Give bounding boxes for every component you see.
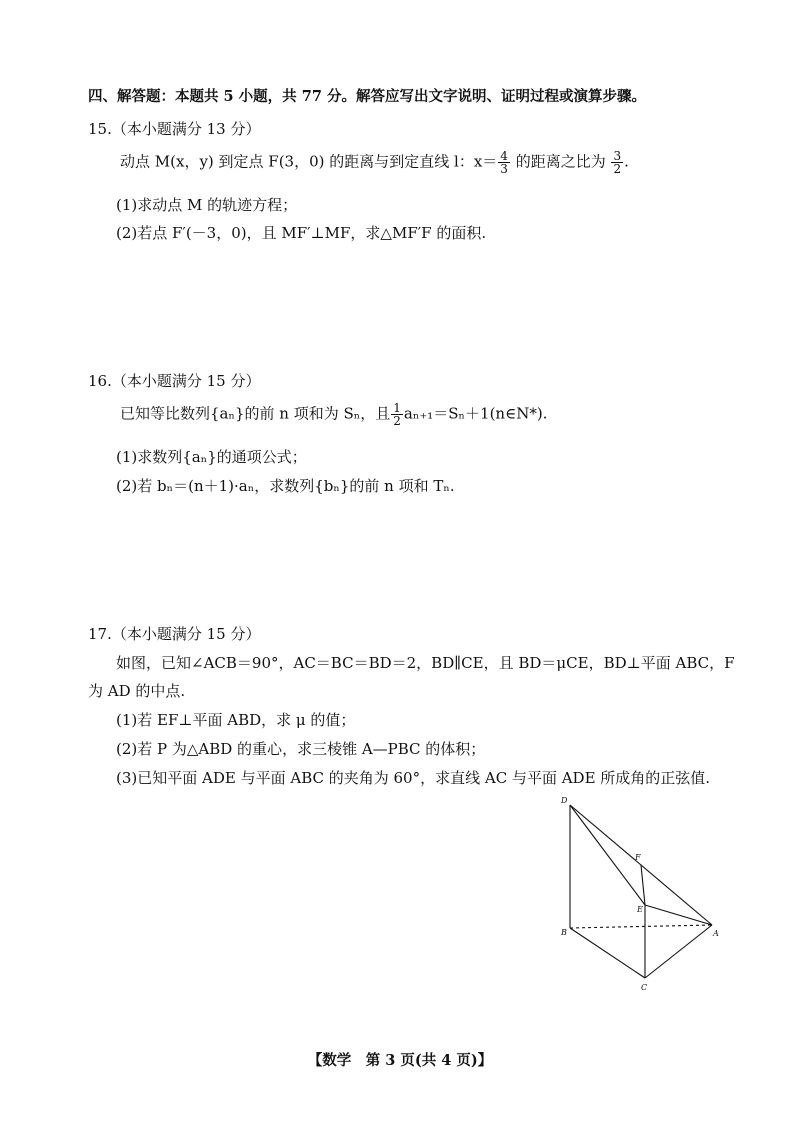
q16-stem [120,402,547,427]
vertex-label-f: F [635,853,641,862]
page-footer: 【数学 第 3 页(共 4 页)】 [307,1052,493,1069]
vertex-label-a: A [713,929,719,938]
edge-bc [570,928,645,978]
vertex-label-c: C [641,983,648,992]
geometry-figure [555,790,730,995]
q15-fraction-3-2 [611,150,623,175]
frac-numerator: 1 [393,401,401,415]
q16-part2: (2)若 bₙ＝(n＋1)·aₙ，求数列{bₙ}的前 n 项和 Tₙ. [116,477,455,495]
q15-fraction-4-3 [498,150,510,175]
q17-stem-line1: 如图，已知∠ACB＝90°，AC＝BC＝BD＝2，BD∥CE，且 BD＝μCE，BD⊥平面 ABC，F [116,654,735,672]
section-heading: 四、解答题：本题共 5 小题，共 77 分。解答应写出文字说明、证明过程或演算步骤。 [88,88,646,105]
q15-stem-a: 动点 M(x，y) 到定点 F(3，0) 的距离与到定直线 l：x＝ [120,152,498,171]
q15-part2: (2)若点 F′(－3，0)，且 MF′⊥MF，求△MF′F 的面积. [116,224,487,242]
q16-fraction-1-2 [391,402,403,427]
q15-stem-b: 的距离之比为 [510,152,611,171]
q17-stem-line2: 为 AD 的中点. [88,682,186,700]
q17-part3: (3)已知平面 ADE 与平面 ABC 的夹角为 60°，求直线 AC 与平面 ADE 所成角的正弦值. [116,769,711,787]
vertex-label-e: E [637,905,643,914]
edge-de [570,805,645,905]
frac-denominator: 2 [393,414,401,428]
edge-ca [645,925,712,978]
q16-part1: (1)求数列{aₙ}的通项公式； [116,448,307,466]
q17-part1: (1)若 EF⊥平面 ABD，求 μ 的值； [116,711,356,729]
frac-denominator: 3 [500,162,508,176]
edge-ea [645,905,712,925]
q15-part1: (1)求动点 M 的轨迹方程； [116,196,298,214]
vertex-label-b: B [561,928,567,937]
q15-stem-c: . [624,152,629,171]
edge-ba-hidden [570,925,712,928]
frac-denominator: 2 [613,162,622,176]
vertex-label-d: D [561,796,568,805]
frac-numerator: 4 [500,149,508,163]
segment-ef [641,865,645,905]
frac-numerator: 3 [613,149,622,163]
q16-stem-a: 已知等比数列{aₙ}的前 n 项和为 Sₙ，且 [120,404,391,423]
q17-number: 17.（本小题满分 15 分） [88,625,261,643]
q16-stem-b: aₙ₊₁＝Sₙ＋1(n∈N*). [403,404,548,423]
q17-part2: (2)若 P 为△ABD 的重心，求三棱锥 A—PBC 的体积； [116,740,486,758]
q16-number: 16.（本小题满分 15 分） [88,372,261,390]
q15-number: 15.（本小题满分 13 分） [88,120,261,138]
q15-stem [120,150,629,175]
